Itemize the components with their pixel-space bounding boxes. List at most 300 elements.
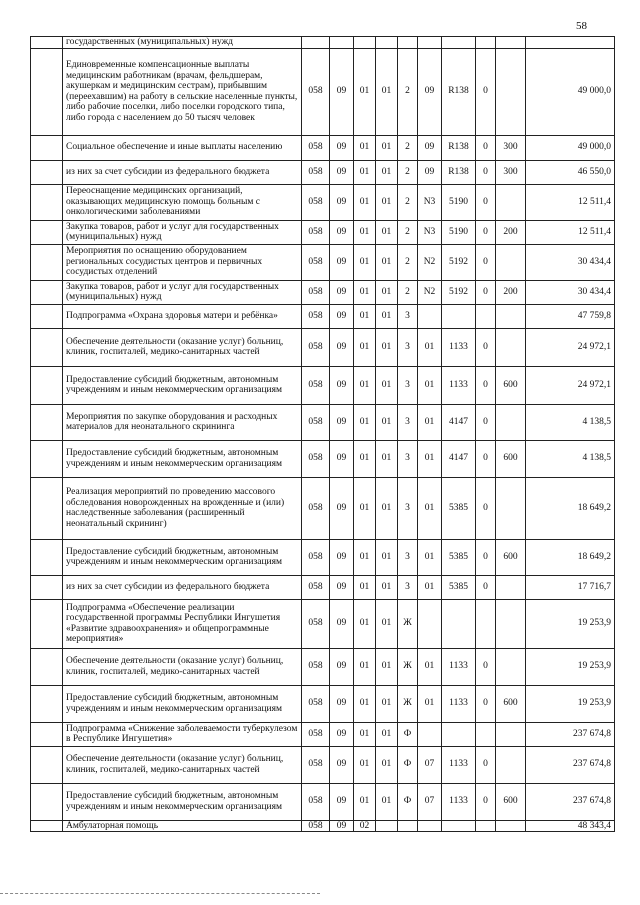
subprogram-cell: Ж: [398, 599, 418, 648]
gov-code-cell: 058: [302, 366, 330, 404]
section-cell: 09: [330, 599, 354, 648]
expense-type-cell: 200: [496, 280, 526, 304]
number-cell: [31, 184, 63, 220]
subcode-cell: 0: [476, 404, 496, 440]
amount-cell: 19 253,9: [526, 685, 615, 722]
section-cell: 09: [330, 220, 354, 244]
page-number: 58: [576, 20, 587, 32]
subsection-cell: 01: [354, 685, 376, 722]
description-cell: Единовременные компенсационные выплаты медицинским работникам (врачам, фельдшерам, акушеркам и медицинским сестрам), прибывшим (переехавшим) на работу в сельские населенные пункты, либо рабочие поселки, либо поселки городского типа, либо города с населением до 50 тысяч человек: [63, 48, 302, 135]
section-cell: 09: [330, 404, 354, 440]
expense-type-cell: 600: [496, 366, 526, 404]
program-cell: 01: [376, 48, 398, 135]
gov-code-cell: 058: [302, 48, 330, 135]
number-cell: [31, 244, 63, 280]
budget-table: [30, 36, 615, 832]
subcode-cell: 0: [476, 244, 496, 280]
program-cell: 01: [376, 366, 398, 404]
section-cell: 09: [330, 685, 354, 722]
expense-type-cell: [496, 404, 526, 440]
direction-cell: 07: [418, 746, 442, 783]
expense-type-cell: 600: [496, 783, 526, 820]
table-row: [31, 783, 615, 820]
subcode-cell: 0: [476, 575, 496, 599]
subcode-cell: 0: [476, 135, 496, 160]
table-row: [31, 220, 615, 244]
number-cell: [31, 328, 63, 366]
subsection-cell: 01: [354, 722, 376, 746]
subprogram-cell: Ф: [398, 783, 418, 820]
expense-type-cell: 600: [496, 539, 526, 575]
table-row: [31, 184, 615, 220]
table-row: [31, 366, 615, 404]
section-cell: 09: [330, 477, 354, 539]
amount-cell: 30 434,4: [526, 280, 615, 304]
expense-type-cell: [496, 575, 526, 599]
number-cell: [31, 280, 63, 304]
direction-cell: 01: [418, 477, 442, 539]
gov-code-cell: 058: [302, 280, 330, 304]
expense-code-cell: 5192: [442, 244, 476, 280]
amount-cell: 47 759,8: [526, 304, 615, 328]
section-cell: 09: [330, 746, 354, 783]
number-cell: [31, 685, 63, 722]
expense-code-cell: 5190: [442, 220, 476, 244]
section-cell: 09: [330, 135, 354, 160]
amount-cell: 49 000,0: [526, 48, 615, 135]
subsection-cell: 01: [354, 160, 376, 184]
direction-cell: [418, 304, 442, 328]
subprogram-cell: 2: [398, 135, 418, 160]
number-cell: [31, 220, 63, 244]
number-cell: [31, 440, 63, 477]
expense-code-cell: 4147: [442, 440, 476, 477]
direction-cell: 09: [418, 160, 442, 184]
subcode-cell: 0: [476, 783, 496, 820]
description-cell: Подпрограмма «Снижение заболеваемости туберкулезом в Республике Ингушетия»: [63, 722, 302, 746]
subsection-cell: 01: [354, 746, 376, 783]
direction-cell: N3: [418, 184, 442, 220]
expense-code-cell: 5385: [442, 575, 476, 599]
subsection-cell: 01: [354, 539, 376, 575]
program-cell: 01: [376, 685, 398, 722]
section-cell: 09: [330, 440, 354, 477]
amount-cell: 17 716,7: [526, 575, 615, 599]
expense-code-cell: 1133: [442, 648, 476, 685]
subprogram-cell: 2: [398, 160, 418, 184]
expense-type-cell: [496, 648, 526, 685]
program-cell: 01: [376, 404, 398, 440]
section-cell: 09: [330, 539, 354, 575]
expense-type-cell: 200: [496, 220, 526, 244]
section-cell: 09: [330, 575, 354, 599]
subsection-cell: 01: [354, 783, 376, 820]
number-cell: [31, 366, 63, 404]
program-cell: 01: [376, 440, 398, 477]
subsection-cell: 01: [354, 648, 376, 685]
expense-type-cell: [496, 599, 526, 648]
program-cell: 01: [376, 280, 398, 304]
footer-line: [0, 893, 320, 894]
amount-cell: [526, 37, 615, 49]
number-cell: [31, 820, 63, 832]
amount-cell: 12 511,4: [526, 220, 615, 244]
subsection-cell: 01: [354, 220, 376, 244]
amount-cell: 19 253,9: [526, 599, 615, 648]
table-row: [31, 304, 615, 328]
section-cell: 09: [330, 722, 354, 746]
expense-type-cell: 600: [496, 685, 526, 722]
subsection-cell: 01: [354, 440, 376, 477]
gov-code-cell: 058: [302, 783, 330, 820]
description-cell: Предоставление субсидий бюджетным, автономным учреждениям и иным некоммерческим организациям: [63, 366, 302, 404]
subsection-cell: 01: [354, 135, 376, 160]
amount-cell: 30 434,4: [526, 244, 615, 280]
description-cell: Мероприятия по закупке оборудования и расходных материалов для неонатального скрининга: [63, 404, 302, 440]
amount-cell: 18 649,2: [526, 477, 615, 539]
subprogram-cell: 2: [398, 244, 418, 280]
subprogram-cell: [398, 820, 418, 832]
number-cell: [31, 304, 63, 328]
description-cell: из них за счет субсидии из федерального бюджета: [63, 160, 302, 184]
expense-type-cell: [496, 37, 526, 49]
expense-code-cell: 1133: [442, 328, 476, 366]
expense-code-cell: 1133: [442, 685, 476, 722]
subsection-cell: 01: [354, 404, 376, 440]
expense-code-cell: [442, 37, 476, 49]
number-cell: [31, 404, 63, 440]
program-cell: 01: [376, 746, 398, 783]
subsection-cell: 01: [354, 328, 376, 366]
table-row: [31, 575, 615, 599]
gov-code-cell: 058: [302, 746, 330, 783]
gov-code-cell: [302, 37, 330, 49]
table-row: [31, 685, 615, 722]
description-cell: Обеспечение деятельности (оказание услуг) больниц, клиник, госпиталей, медико-санитарных частей: [63, 746, 302, 783]
gov-code-cell: 058: [302, 539, 330, 575]
number-cell: [31, 135, 63, 160]
amount-cell: 18 649,2: [526, 539, 615, 575]
program-cell: 01: [376, 648, 398, 685]
subprogram-cell: 3: [398, 328, 418, 366]
program-cell: [376, 37, 398, 49]
expense-type-cell: [496, 244, 526, 280]
description-cell: Предоставление субсидий бюджетным, автономным учреждениям и иным некоммерческим организациям: [63, 783, 302, 820]
number-cell: [31, 783, 63, 820]
section-cell: 09: [330, 648, 354, 685]
gov-code-cell: 058: [302, 244, 330, 280]
direction-cell: N2: [418, 280, 442, 304]
subcode-cell: [476, 304, 496, 328]
subcode-cell: 0: [476, 440, 496, 477]
expense-code-cell: 4147: [442, 404, 476, 440]
subcode-cell: 0: [476, 685, 496, 722]
subcode-cell: 0: [476, 184, 496, 220]
gov-code-cell: 058: [302, 440, 330, 477]
section-cell: 09: [330, 160, 354, 184]
amount-cell: 48 343,4: [526, 820, 615, 832]
direction-cell: 01: [418, 648, 442, 685]
number-cell: [31, 599, 63, 648]
amount-cell: 24 972,1: [526, 366, 615, 404]
subcode-cell: 0: [476, 160, 496, 184]
table-row: [31, 648, 615, 685]
expense-code-cell: [442, 820, 476, 832]
expense-code-cell: 1133: [442, 783, 476, 820]
program-cell: 01: [376, 304, 398, 328]
description-cell: Обеспечение деятельности (оказание услуг) больниц, клиник, госпиталей, медико-санитарных частей: [63, 328, 302, 366]
subprogram-cell: 3: [398, 304, 418, 328]
subcode-cell: [476, 599, 496, 648]
description-cell: Подпрограмма «Охрана здоровья матери и ребёнка»: [63, 304, 302, 328]
expense-type-cell: [496, 328, 526, 366]
direction-cell: 01: [418, 685, 442, 722]
number-cell: [31, 477, 63, 539]
subsection-cell: 01: [354, 366, 376, 404]
expense-code-cell: [442, 304, 476, 328]
gov-code-cell: 058: [302, 575, 330, 599]
description-cell: Подпрограмма «Обеспечение реализации государственной программы Республики Ингушетия «Развитие здравоохранения» и общепрограммные мероприятия»: [63, 599, 302, 648]
subprogram-cell: 2: [398, 220, 418, 244]
program-cell: 01: [376, 783, 398, 820]
subcode-cell: 0: [476, 746, 496, 783]
gov-code-cell: 058: [302, 404, 330, 440]
section-cell: 09: [330, 820, 354, 832]
expense-code-cell: 1133: [442, 366, 476, 404]
subprogram-cell: 3: [398, 575, 418, 599]
program-cell: 01: [376, 539, 398, 575]
subprogram-cell: 3: [398, 477, 418, 539]
subcode-cell: [476, 37, 496, 49]
expense-code-cell: 5385: [442, 477, 476, 539]
table-row: [31, 280, 615, 304]
gov-code-cell: 058: [302, 328, 330, 366]
subprogram-cell: 3: [398, 440, 418, 477]
subcode-cell: 0: [476, 48, 496, 135]
expense-code-cell: R138: [442, 48, 476, 135]
table-row: [31, 160, 615, 184]
subcode-cell: 0: [476, 477, 496, 539]
section-cell: 09: [330, 783, 354, 820]
amount-cell: 24 972,1: [526, 328, 615, 366]
direction-cell: [418, 722, 442, 746]
direction-cell: [418, 599, 442, 648]
table-row: [31, 48, 615, 135]
description-cell: Социальное обеспечение и иные выплаты населению: [63, 135, 302, 160]
expense-code-cell: 5385: [442, 539, 476, 575]
subsection-cell: 01: [354, 48, 376, 135]
program-cell: 01: [376, 575, 398, 599]
program-cell: 01: [376, 160, 398, 184]
subsection-cell: 01: [354, 599, 376, 648]
subprogram-cell: Ф: [398, 722, 418, 746]
amount-cell: 237 674,8: [526, 722, 615, 746]
expense-code-cell: 5192: [442, 280, 476, 304]
gov-code-cell: 058: [302, 820, 330, 832]
expense-type-cell: 300: [496, 135, 526, 160]
program-cell: 01: [376, 328, 398, 366]
direction-cell: 01: [418, 404, 442, 440]
subprogram-cell: 3: [398, 539, 418, 575]
gov-code-cell: 058: [302, 685, 330, 722]
section-cell: 09: [330, 280, 354, 304]
subcode-cell: 0: [476, 648, 496, 685]
table-row: [31, 404, 615, 440]
program-cell: 01: [376, 135, 398, 160]
program-cell: 01: [376, 184, 398, 220]
description-cell: Предоставление субсидий бюджетным, автономным учреждениям и иным некоммерческим организациям: [63, 440, 302, 477]
subcode-cell: 0: [476, 220, 496, 244]
direction-cell: 09: [418, 48, 442, 135]
subsection-cell: 01: [354, 280, 376, 304]
direction-cell: 01: [418, 539, 442, 575]
direction-cell: 07: [418, 783, 442, 820]
subprogram-cell: 2: [398, 48, 418, 135]
program-cell: 01: [376, 722, 398, 746]
amount-cell: 237 674,8: [526, 783, 615, 820]
subprogram-cell: 2: [398, 184, 418, 220]
description-cell: Обеспечение деятельности (оказание услуг) больниц, клиник, госпиталей, медико-санитарных частей: [63, 648, 302, 685]
expense-type-cell: [496, 48, 526, 135]
subcode-cell: 0: [476, 539, 496, 575]
amount-cell: 49 000,0: [526, 135, 615, 160]
expense-type-cell: [496, 746, 526, 783]
number-cell: [31, 160, 63, 184]
subsection-cell: 02: [354, 820, 376, 832]
subprogram-cell: Ж: [398, 685, 418, 722]
subcode-cell: 0: [476, 280, 496, 304]
number-cell: [31, 575, 63, 599]
description-cell: Амбулаторная помощь: [63, 820, 302, 832]
expense-code-cell: R138: [442, 160, 476, 184]
gov-code-cell: 058: [302, 722, 330, 746]
amount-cell: 237 674,8: [526, 746, 615, 783]
section-cell: 09: [330, 48, 354, 135]
program-cell: [376, 820, 398, 832]
gov-code-cell: 058: [302, 477, 330, 539]
table-row: [31, 539, 615, 575]
direction-cell: 01: [418, 575, 442, 599]
amount-cell: 12 511,4: [526, 184, 615, 220]
program-cell: 01: [376, 220, 398, 244]
subprogram-cell: 2: [398, 280, 418, 304]
subcode-cell: 0: [476, 328, 496, 366]
expense-type-cell: [496, 722, 526, 746]
gov-code-cell: 058: [302, 135, 330, 160]
number-cell: [31, 48, 63, 135]
subsection-cell: 01: [354, 304, 376, 328]
expense-code-cell: 5190: [442, 184, 476, 220]
program-cell: 01: [376, 244, 398, 280]
gov-code-cell: 058: [302, 599, 330, 648]
amount-cell: 4 138,5: [526, 440, 615, 477]
description-cell: Переоснащение медицинских организаций, оказывающих медицинскую помощь больным с онкологическими заболеваниями: [63, 184, 302, 220]
section-cell: [330, 37, 354, 49]
table-row: [31, 244, 615, 280]
direction-cell: N3: [418, 220, 442, 244]
direction-cell: 01: [418, 366, 442, 404]
subprogram-cell: [398, 37, 418, 49]
expense-type-cell: 600: [496, 440, 526, 477]
expense-type-cell: [496, 184, 526, 220]
direction-cell: 01: [418, 328, 442, 366]
section-cell: 09: [330, 244, 354, 280]
table-row: [31, 37, 615, 49]
table-row: [31, 477, 615, 539]
table-row: [31, 820, 615, 832]
subsection-cell: 01: [354, 575, 376, 599]
subprogram-cell: 3: [398, 366, 418, 404]
table-row: [31, 440, 615, 477]
gov-code-cell: 058: [302, 220, 330, 244]
number-cell: [31, 648, 63, 685]
expense-type-cell: 300: [496, 160, 526, 184]
subprogram-cell: Ж: [398, 648, 418, 685]
gov-code-cell: 058: [302, 304, 330, 328]
gov-code-cell: 058: [302, 184, 330, 220]
number-cell: [31, 37, 63, 49]
expense-code-cell: R138: [442, 135, 476, 160]
section-cell: 09: [330, 304, 354, 328]
subsection-cell: 01: [354, 477, 376, 539]
subprogram-cell: 3: [398, 404, 418, 440]
section-cell: 09: [330, 184, 354, 220]
table-row: [31, 722, 615, 746]
table-row: [31, 599, 615, 648]
subsection-cell: 01: [354, 184, 376, 220]
description-cell: из них за счет субсидии из федерального бюджета: [63, 575, 302, 599]
subcode-cell: 0: [476, 366, 496, 404]
section-cell: 09: [330, 328, 354, 366]
description-cell: Предоставление субсидий бюджетным, автономным учреждениям и иным некоммерческим организациям: [63, 685, 302, 722]
subprogram-cell: Ф: [398, 746, 418, 783]
description-cell: государственных (муниципальных) нужд: [63, 37, 302, 49]
amount-cell: 4 138,5: [526, 404, 615, 440]
number-cell: [31, 539, 63, 575]
table-row: [31, 746, 615, 783]
subsection-cell: 01: [354, 244, 376, 280]
expense-code-cell: 1133: [442, 746, 476, 783]
number-cell: [31, 746, 63, 783]
description-cell: Закупка товаров, работ и услуг для государственных (муниципальных) нужд: [63, 220, 302, 244]
amount-cell: 46 550,0: [526, 160, 615, 184]
expense-type-cell: [496, 820, 526, 832]
direction-cell: N2: [418, 244, 442, 280]
description-cell: Реализация мероприятий по проведению массового обследования новорожденных на врожденные и (или) наследственные заболевания (расширенный неонатальный скрининг): [63, 477, 302, 539]
subsection-cell: [354, 37, 376, 49]
direction-cell: [418, 820, 442, 832]
gov-code-cell: 058: [302, 648, 330, 685]
direction-cell: 09: [418, 135, 442, 160]
gov-code-cell: 058: [302, 160, 330, 184]
number-cell: [31, 722, 63, 746]
program-cell: 01: [376, 477, 398, 539]
expense-type-cell: [496, 304, 526, 328]
program-cell: 01: [376, 599, 398, 648]
expense-code-cell: [442, 599, 476, 648]
direction-cell: [418, 37, 442, 49]
expense-type-cell: [496, 477, 526, 539]
amount-cell: 19 253,9: [526, 648, 615, 685]
description-cell: Мероприятия по оснащению оборудованием региональных сосудистых центров и первичных сосудистых отделений: [63, 244, 302, 280]
direction-cell: 01: [418, 440, 442, 477]
subcode-cell: [476, 820, 496, 832]
description-cell: Предоставление субсидий бюджетным, автономным учреждениям и иным некоммерческим организациям: [63, 539, 302, 575]
description-cell: Закупка товаров, работ и услуг для государственных (муниципальных) нужд: [63, 280, 302, 304]
section-cell: 09: [330, 366, 354, 404]
table-row: [31, 135, 615, 160]
subcode-cell: [476, 722, 496, 746]
